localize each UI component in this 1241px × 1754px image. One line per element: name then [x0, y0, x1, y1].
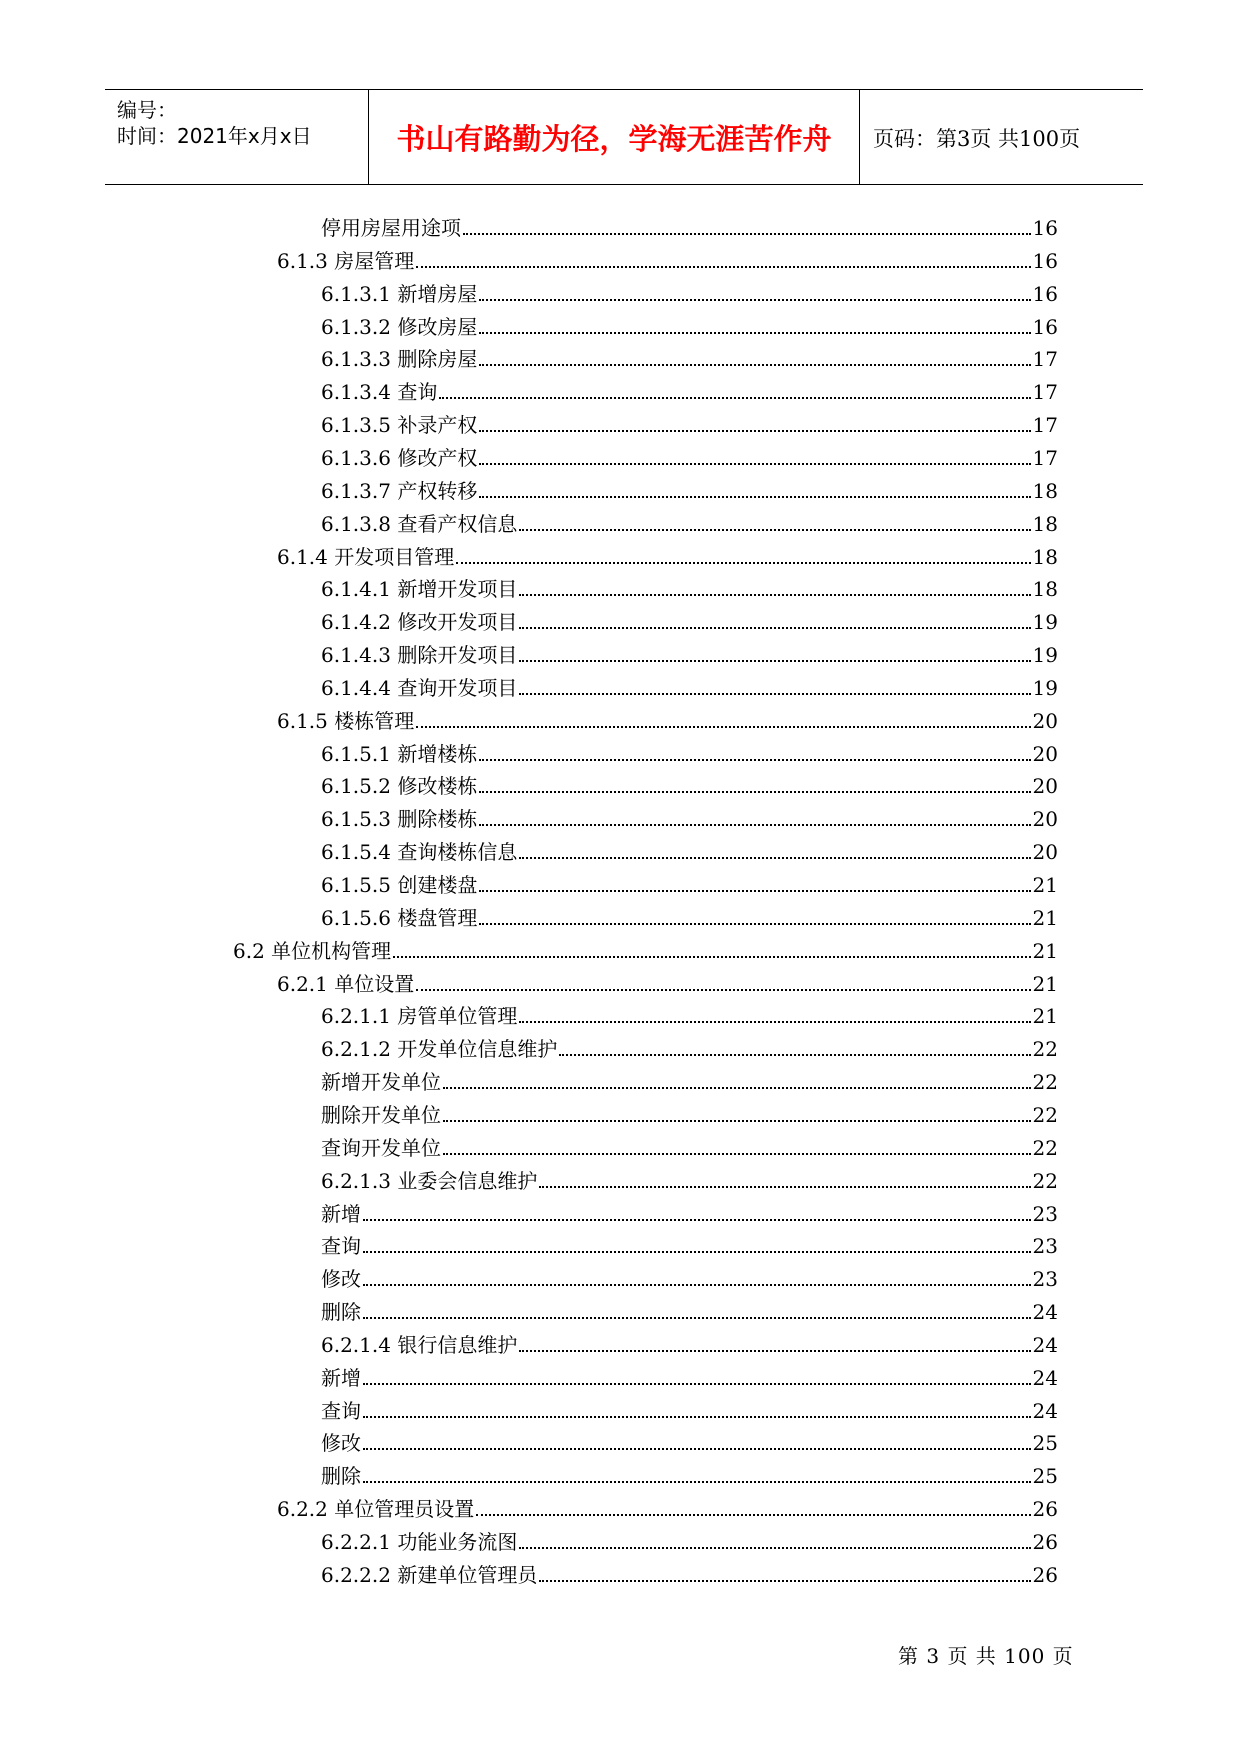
- toc-entry[interactable]: [233, 936, 1058, 966]
- toc-leader-dots: [479, 923, 1030, 925]
- toc-leader-dots: [476, 1514, 1030, 1516]
- toc-entry-page: 21: [1032, 938, 1058, 963]
- serial-number-label: 编号：: [117, 98, 177, 122]
- toc-entry-title: 6.2.2.2 新建单位管理员: [321, 1562, 538, 1587]
- toc-leader-dots: [559, 1054, 1030, 1056]
- toc-entry[interactable]: [321, 607, 1058, 637]
- toc-leader-dots: [479, 332, 1030, 334]
- toc-entry-title: 6.1.3 房屋管理: [277, 248, 415, 273]
- toc-entry-page: 18: [1032, 478, 1058, 503]
- toc-leader-dots: [363, 1416, 1031, 1418]
- toc-entry-page: 22: [1032, 1037, 1058, 1062]
- toc-entry-page: 17: [1032, 380, 1058, 405]
- toc-entry-page: 26: [1032, 1497, 1058, 1522]
- toc-entry-title: 6.1.5.2 修改楼栋: [321, 774, 478, 799]
- toc-entry-page: 21: [1032, 1004, 1058, 1029]
- toc-entry-title: 6.2.2.1 功能业务流图: [321, 1530, 518, 1554]
- toc-leader-dots: [363, 1219, 1031, 1221]
- toc-entry-title: 6.2.1 单位设置: [277, 971, 415, 996]
- toc-entry-title: 6.1.3.2 修改房屋: [321, 314, 478, 339]
- toc-entry[interactable]: [321, 837, 1058, 867]
- toc-entry-title: 6.2.1.1 房管单位管理: [321, 1004, 518, 1029]
- toc-entry[interactable]: [321, 1560, 1058, 1590]
- toc-entry[interactable]: [321, 1199, 1058, 1229]
- toc-entry-page: 25: [1032, 1464, 1058, 1489]
- toc-entry-page: 17: [1032, 445, 1058, 470]
- toc-leader-dots: [363, 1284, 1031, 1286]
- toc-entry-page: 19: [1032, 610, 1058, 635]
- toc-entry-title: 6.1.3.6 修改产权: [321, 445, 478, 470]
- toc-leader-dots: [479, 463, 1030, 465]
- toc-leader-dots: [539, 1186, 1030, 1188]
- toc-entry-page: 23: [1032, 1267, 1058, 1292]
- toc-entry-page: 22: [1032, 1135, 1058, 1160]
- toc-leader-dots: [363, 1448, 1031, 1450]
- toc-entry[interactable]: [321, 870, 1058, 900]
- toc-entry[interactable]: [277, 246, 1058, 276]
- toc-entry[interactable]: [321, 739, 1058, 769]
- toc-entry-page: 16: [1032, 216, 1058, 240]
- toc-entry-page: 20: [1032, 807, 1058, 832]
- toc-entry-title: 6.1.3.1 新增房屋: [321, 281, 478, 306]
- toc-entry-title: 查询: [321, 1234, 361, 1259]
- toc-entry[interactable]: [321, 377, 1058, 407]
- toc-leader-dots: [519, 529, 1030, 531]
- toc-entry-title: 6.1.3.4 查询: [321, 380, 438, 405]
- toc-entry[interactable]: [321, 1034, 1058, 1064]
- toc-entry-page: 20: [1032, 741, 1058, 766]
- toc-entry-page: 18: [1032, 511, 1058, 536]
- toc-leader-dots: [479, 299, 1030, 301]
- toc-entry-page: 18: [1032, 577, 1058, 602]
- toc-entry-page: 22: [1032, 1070, 1058, 1095]
- toc-entry[interactable]: [321, 804, 1058, 834]
- toc-entry[interactable]: [321, 1264, 1058, 1294]
- toc-entry[interactable]: [321, 1133, 1058, 1163]
- toc-leader-dots: [519, 660, 1030, 662]
- toc-entry-page: 21: [1032, 971, 1058, 996]
- toc-leader-dots: [479, 759, 1030, 761]
- toc-leader-dots: [519, 857, 1030, 859]
- toc-entry-title: 新增: [321, 1201, 361, 1226]
- toc-entry-page: 20: [1032, 708, 1058, 733]
- toc-entry[interactable]: [277, 542, 1058, 572]
- toc-leader-dots: [456, 562, 1030, 564]
- toc-entry-page: 25: [1032, 1431, 1058, 1456]
- toc-entry-page: 24: [1032, 1300, 1058, 1325]
- toc-leader-dots: [416, 726, 1030, 728]
- toc-entry-title: 删除开发单位: [321, 1102, 441, 1127]
- toc-leader-dots: [416, 266, 1030, 268]
- toc-entry-page: 20: [1032, 840, 1058, 865]
- toc-entry[interactable]: [321, 771, 1058, 801]
- toc-leader-dots: [479, 791, 1030, 793]
- toc-entry-page: 17: [1032, 413, 1058, 438]
- toc-entry[interactable]: [321, 1330, 1058, 1360]
- toc-leader-dots: [443, 1153, 1031, 1155]
- toc-entry[interactable]: [277, 1494, 1058, 1524]
- toc-entry-title: 6.1.4.2 修改开发项目: [321, 610, 518, 635]
- toc-entry[interactable]: [321, 213, 1058, 243]
- toc-entry-page: 26: [1032, 1562, 1058, 1587]
- toc-entry[interactable]: [321, 1297, 1058, 1327]
- toc-leader-dots: [363, 1383, 1031, 1385]
- toc-leader-dots: [479, 430, 1030, 432]
- toc-leader-dots: [363, 1481, 1031, 1483]
- toc-leader-dots: [479, 364, 1030, 366]
- page-footer: 第 3 页 共 100 页: [898, 1644, 1074, 1668]
- toc-entry-page: 21: [1032, 873, 1058, 897]
- toc-entry[interactable]: [277, 969, 1058, 999]
- toc-entry[interactable]: [321, 1166, 1058, 1196]
- toc-entry-title: 新增开发单位: [321, 1070, 441, 1095]
- toc-entry[interactable]: [321, 1100, 1058, 1130]
- toc-entry-page: 18: [1032, 544, 1058, 569]
- toc-leader-dots: [416, 989, 1030, 991]
- toc-entry[interactable]: [321, 1428, 1058, 1458]
- toc-entry[interactable]: [321, 509, 1058, 539]
- toc-leader-dots: [393, 956, 1030, 958]
- toc-entry-page: 24: [1032, 1332, 1058, 1357]
- toc-entry-page: 23: [1032, 1201, 1058, 1226]
- toc-entry[interactable]: [321, 903, 1058, 933]
- toc-entry-page: 20: [1032, 774, 1058, 799]
- toc-leader-dots: [363, 1251, 1031, 1253]
- toc-leader-dots: [463, 233, 1031, 235]
- toc-entry-title: 6.2.2 单位管理员设置: [277, 1497, 475, 1522]
- toc-entry-title: 6.2.1.3 业委会信息维护: [321, 1168, 538, 1193]
- toc-leader-dots: [519, 594, 1030, 596]
- toc-leader-dots: [519, 1547, 1030, 1549]
- toc-entry[interactable]: [321, 1231, 1058, 1261]
- toc-entry-title: 修改: [321, 1431, 361, 1456]
- toc-entry[interactable]: [321, 410, 1058, 440]
- toc-entry-title: 6.1.5.6 楼盘管理: [321, 905, 478, 930]
- toc-entry-title: 查询: [321, 1398, 361, 1423]
- motto-text: 书山有路勤为径，学海无涯苦作舟: [396, 122, 832, 156]
- toc-entry-page: 21: [1032, 905, 1058, 930]
- toc-entry-title: 6.1.4.4 查询开发项目: [321, 675, 518, 700]
- toc-entry-title: 6.1.4.3 删除开发项目: [321, 643, 518, 668]
- toc-entry[interactable]: [321, 1363, 1058, 1393]
- header-page-info: 页码：第3页 共100页: [873, 127, 1081, 151]
- toc-entry-page: 26: [1032, 1530, 1058, 1554]
- toc-leader-dots: [479, 824, 1030, 826]
- toc-entry[interactable]: [321, 443, 1058, 473]
- toc-entry-page: 24: [1032, 1398, 1058, 1423]
- toc-entry-page: 16: [1032, 248, 1058, 273]
- toc-entry[interactable]: [321, 574, 1058, 604]
- toc-entry-title: 6.2.1.4 银行信息维护: [321, 1332, 518, 1357]
- toc-entry[interactable]: [321, 1527, 1058, 1557]
- toc-entry-title: 新增: [321, 1365, 361, 1390]
- toc-entry[interactable]: [321, 1001, 1058, 1031]
- toc-entry[interactable]: [321, 640, 1058, 670]
- toc-entry-page: 19: [1032, 675, 1058, 700]
- toc-entry[interactable]: [321, 1067, 1058, 1097]
- toc-entry-title: 6.1.5.1 新增楼栋: [321, 741, 478, 766]
- toc-entry-title: 删除: [321, 1300, 361, 1325]
- toc-entry-title: 删除: [321, 1464, 361, 1489]
- toc-entry-title: 6.1.5.5 创建楼盘: [321, 873, 478, 897]
- toc-entry-title: 6.1.3.5 补录产权: [321, 413, 478, 438]
- toc-entry[interactable]: [321, 673, 1058, 703]
- toc-entry-page: 22: [1032, 1102, 1058, 1127]
- toc-entry[interactable]: [321, 1461, 1058, 1491]
- toc-entry[interactable]: [321, 1396, 1058, 1426]
- toc-entry[interactable]: [321, 312, 1058, 342]
- toc-leader-dots: [363, 1317, 1031, 1319]
- toc-entry-page: 23: [1032, 1234, 1058, 1259]
- toc-entry[interactable]: [321, 279, 1058, 309]
- toc-entry-title: 6.2 单位机构管理: [233, 938, 392, 963]
- toc-entry-page: 16: [1032, 281, 1058, 306]
- toc-leader-dots: [519, 1350, 1030, 1352]
- toc-entry-title: 6.1.4.1 新增开发项目: [321, 577, 518, 602]
- toc-leader-dots: [439, 397, 1030, 399]
- toc-entry-title: 6.1.4 开发项目管理: [277, 544, 455, 569]
- toc-entry-title: 停用房屋用途项: [321, 216, 461, 240]
- toc-entry-title: 6.1.5.4 查询楼栋信息: [321, 840, 518, 865]
- toc-entry-page: 16: [1032, 314, 1058, 339]
- toc-leader-dots: [443, 1087, 1031, 1089]
- toc-leader-dots: [519, 693, 1030, 695]
- toc-entry-title: 6.1.3.7 产权转移: [321, 478, 478, 503]
- toc-entry[interactable]: [321, 344, 1058, 374]
- toc-leader-dots: [479, 890, 1030, 892]
- toc-entry-title: 6.1.5.3 删除楼栋: [321, 807, 478, 832]
- toc-entry-title: 6.1.3.3 删除房屋: [321, 347, 478, 372]
- toc-entry[interactable]: [321, 476, 1058, 506]
- toc-entry-page: 22: [1032, 1168, 1058, 1193]
- toc-leader-dots: [519, 627, 1030, 629]
- toc-entry-page: 24: [1032, 1365, 1058, 1390]
- toc-leader-dots: [443, 1120, 1031, 1122]
- toc-entry-page: 19: [1032, 643, 1058, 668]
- toc-entry-title: 修改: [321, 1267, 361, 1292]
- toc-entry-title: 查询开发单位: [321, 1135, 441, 1160]
- toc-entry-title: 6.1.3.8 查看产权信息: [321, 511, 518, 536]
- toc-entry-title: 6.1.5 楼栋管理: [277, 708, 415, 733]
- toc-entry-page: 17: [1032, 347, 1058, 372]
- toc-entry[interactable]: [277, 706, 1058, 736]
- toc-leader-dots: [539, 1580, 1030, 1582]
- toc-leader-dots: [519, 1021, 1030, 1023]
- toc-entry-title: 6.2.1.2 开发单位信息维护: [321, 1037, 558, 1062]
- date-label: 时间：2021年x月x日: [117, 124, 312, 148]
- toc-leader-dots: [479, 496, 1030, 498]
